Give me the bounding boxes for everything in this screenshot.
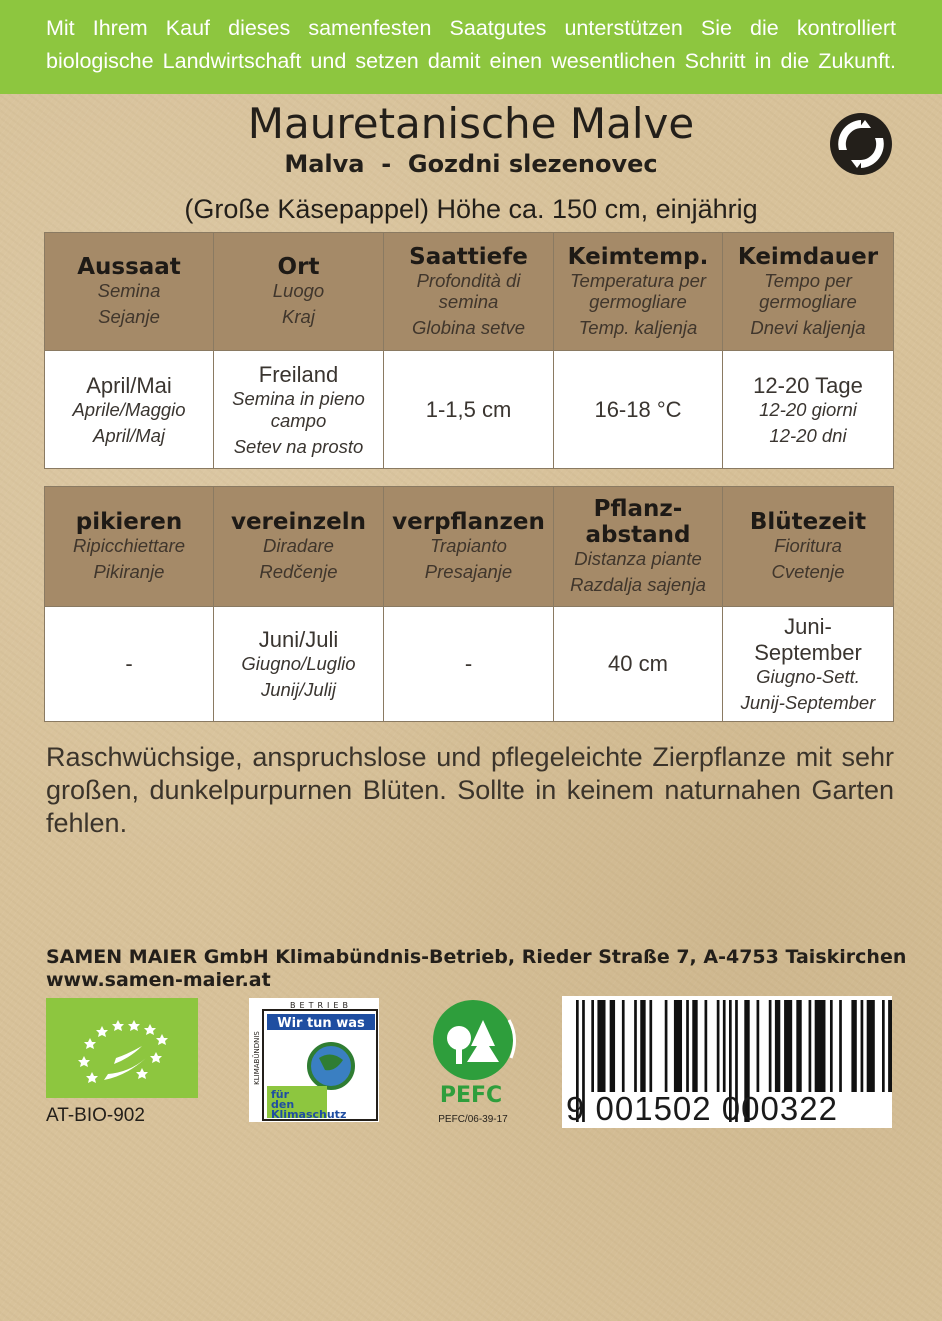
barcode-bar [674, 1000, 682, 1092]
barcode-digits: 9 001502 000322 [566, 1090, 838, 1127]
barcode-bar [665, 1000, 668, 1092]
table-header-row [45, 487, 894, 607]
sowing-table [44, 232, 894, 469]
barcode-bar [861, 1000, 864, 1092]
banner-line-1: Mit Ihrem Kauf dieses samenfesten Saatgutes unterstützen Sie die kontrolliert [46, 16, 896, 40]
header-pikieren: pikieren Ripicchiettare Pikiranje [45, 487, 214, 607]
pefc-name: PEFC [439, 1083, 503, 1108]
barcode-bar [851, 1000, 856, 1092]
klima-line4: Klimaschutz [271, 1108, 347, 1121]
care-table [44, 486, 894, 722]
barcode-bar [634, 1000, 637, 1092]
header-verpflanzen: verpflanzen Trapianto Presajanje [384, 487, 554, 607]
barcode-bar [882, 1000, 885, 1092]
top-banner [0, 0, 942, 94]
barcode-bar [809, 1000, 812, 1092]
value-keimdauer: 12-20 Tage 12-20 giorni 12-20 dni [723, 351, 894, 469]
table-header-row [45, 233, 894, 351]
barcode-bar [692, 1000, 697, 1092]
header-saattiefe: Saattiefe Profondità di semina Globina setve [384, 233, 554, 351]
value-bluetezeit: Juni-September Giugno-Sett. Junij-September [723, 607, 894, 722]
klima-betrieb-text: BETRIEB [290, 1001, 352, 1010]
product-details: (Große Käsepappel) Höhe ca. 150 cm, einjährig [184, 194, 758, 224]
barcode-bar [815, 1000, 826, 1092]
table-value-row [45, 607, 894, 722]
barcode-bar [796, 1000, 801, 1092]
organic-certification-code: AT-BIO-902 [46, 1105, 145, 1126]
product-description: Raschwüchsige, anspruchslose und pflegeleichte Zierpflanze mit sehr großen, dunkelpurpurnen Blüten. Sollte in keinem naturnahen Garten fehlen. [46, 742, 894, 838]
barcode-bar [686, 1000, 689, 1092]
barcode-bar [769, 1000, 772, 1092]
table-value-row [45, 351, 894, 469]
barcode-bar [717, 1000, 720, 1092]
barcode-bar [705, 1000, 708, 1092]
header-bluetezeit: Blütezeit Fioritura Cvetenje [723, 487, 894, 607]
barcode-bar [591, 1000, 594, 1092]
header-keimdauer: Keimdauer Tempo per germogliare Dnevi kaljenja [723, 233, 894, 351]
value-vereinzeln: Juni/Juli Giugno/Luglio Junij/Julij [214, 607, 384, 722]
eu-leaf-stars-icon [46, 998, 198, 1098]
pefc-logo [425, 998, 525, 1128]
klima-side-text: KLIMABÜNDNIS [253, 1031, 261, 1085]
value-keimtemp: 16-18 °C [554, 351, 723, 469]
barcode-bar [830, 1000, 833, 1092]
barcode-bar [723, 1000, 726, 1092]
barcode-bar [649, 1000, 652, 1092]
barcode-bar [839, 1000, 842, 1092]
value-aussaat: April/Mai Aprile/Maggio April/Maj [45, 351, 214, 469]
klima-line2: für [271, 1088, 290, 1101]
company-address: SAMEN MAIER GmbH Klimabündnis-Betrieb, Rieder Straße 7, A-4753 Taiskirchen [46, 946, 907, 968]
barcode-bar [888, 1000, 892, 1092]
klimabuendnis-logo [249, 998, 379, 1122]
barcode-bar [610, 1000, 615, 1092]
product-subtitle: Malva - Gozdni slezenovec [284, 150, 658, 178]
barcode-bar [757, 1000, 760, 1092]
klima-line1: Wir tun was [277, 1016, 365, 1031]
header-aussaat: Aussaat Semina Sejanje [45, 233, 214, 351]
product-title: Mauretanische Malve [247, 99, 695, 148]
header-pflanzabstand: Pflanz-abstand Distanza piante Razdalja sajenja [554, 487, 723, 607]
barcode-bar [784, 1000, 792, 1092]
barcode-bar [867, 1000, 875, 1092]
eu-organic-logo [46, 998, 198, 1098]
barcode-bar [640, 1000, 645, 1092]
klima-line3: den [271, 1098, 295, 1111]
barcode-bar [597, 1000, 605, 1092]
header-ort: Ort Luogo Kraj [214, 233, 384, 351]
value-pflanzabstand: 40 cm [554, 607, 723, 722]
value-ort: Freiland Semina in pieno campo Setev na prosto [214, 351, 384, 469]
banner-line-2: biologische Landwirtschaft und setzen damit einen wesentlichen Schritt in die Zukunft. [46, 49, 896, 73]
pefc-code: PEFC/06-39-17 [438, 1114, 508, 1125]
header-keimtemp: Keimtemp. Temperatura per germogliare Temp. kaljenja [554, 233, 723, 351]
value-saattiefe: 1-1,5 cm [384, 351, 554, 469]
green-dot-recycle-icon [829, 112, 893, 176]
company-website[interactable]: www.samen-maier.at [46, 969, 271, 991]
value-verpflanzen: - [384, 607, 554, 722]
barcode-bar [775, 1000, 780, 1092]
header-vereinzeln: vereinzeln Diradare Redčenje [214, 487, 384, 607]
barcode-bar [622, 1000, 625, 1092]
value-pikieren: - [45, 607, 214, 722]
